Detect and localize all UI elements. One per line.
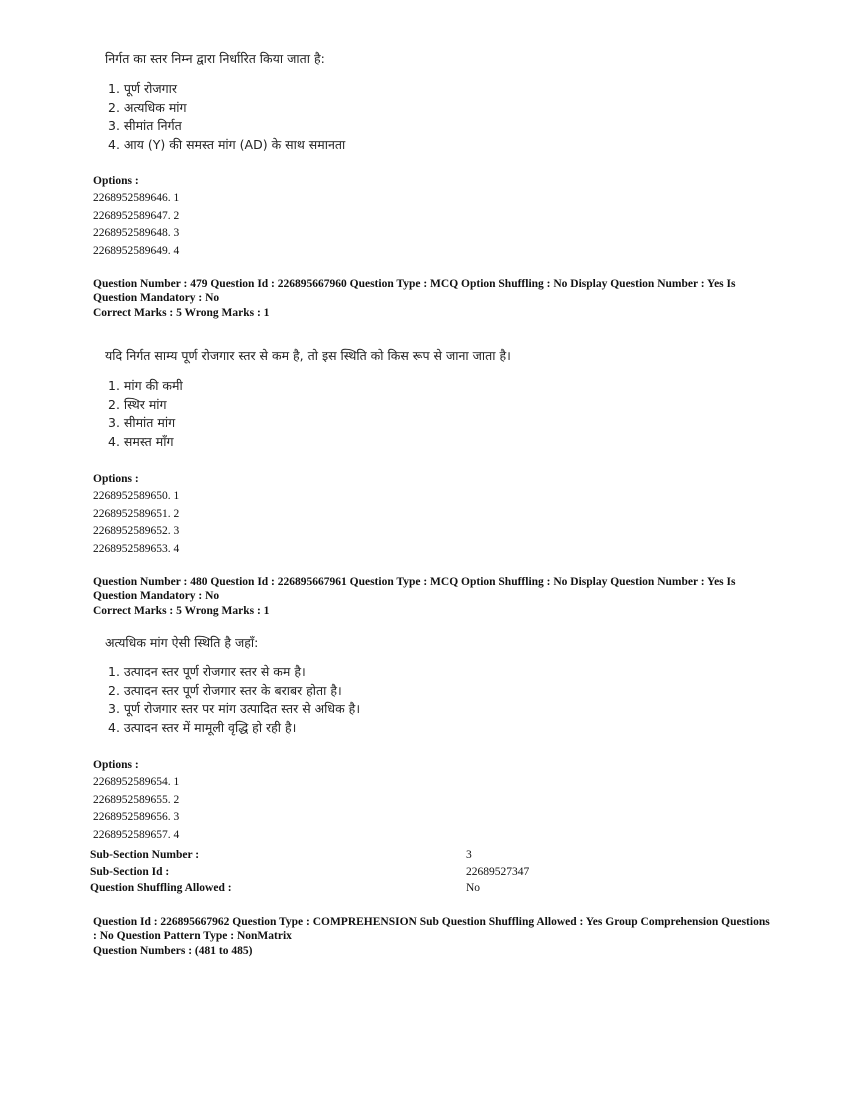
choice-item: 3. सीमांत मांग [108, 415, 176, 430]
question-479-marks: Correct Marks : 5 Wrong Marks : 1 [93, 307, 270, 319]
options-title: Options : [93, 175, 139, 187]
question-479-stem: यदि निर्गत साम्य पूर्ण रोजगार स्तर से कम है, तो इस स्थिति को किस रूप से जाना जाता है। [105, 348, 511, 363]
choice-item: 2. अत्यधिक मांग [108, 99, 187, 115]
question-shuffling-row [90, 880, 650, 897]
options-title: Options : [93, 759, 139, 771]
question-shuffling-label: Question Shuffling Allowed : [90, 882, 232, 894]
question-480-marks: Correct Marks : 5 Wrong Marks : 1 [93, 605, 270, 617]
question-479-meta: Question Number : 479 Question Id : 226895667960 Question Type : MCQ Option Shuffling : No Display Question Number : Yes Is Question Mandatory : No [93, 278, 736, 304]
subsection-id-row [90, 864, 650, 881]
subsection-number-label: Sub-Section Number : [90, 849, 200, 861]
question-480-meta: Question Number : 480 Question Id : 226895667961 Question Type : MCQ Option Shuffling : No Display Question Number : Yes Is Question Mandatory : No [93, 576, 736, 602]
choice-item: 3. सीमांत निर्गत [108, 118, 182, 133]
choice-item: 4. समस्त माँग [108, 433, 174, 449]
choice-item: 1. उत्पादन स्तर पूर्ण रोजगार स्तर से कम है। [108, 664, 306, 679]
choice-item: 3. पूर्ण रोजगार स्तर पर मांग उत्पादित स्तर से अधिक है। [108, 701, 361, 716]
option-id-row: 2268952589655. 2 [93, 793, 180, 806]
options-title: Options : [93, 473, 139, 485]
option-id-row: 2268952589656. 3 [93, 811, 180, 823]
option-id-row: 2268952589650. 1 [93, 490, 180, 502]
option-id-row: 2268952589648. 3 [93, 227, 180, 239]
question-479-choices [108, 377, 183, 451]
subsection-id-value: 22689527347 [466, 865, 530, 878]
option-id-row: 2268952589654. 1 [93, 776, 180, 788]
option-id-row: 2268952589649. 4 [93, 244, 180, 257]
choice-item: 4. आय (Y) की समस्त मांग (AD) के साथ समानता [108, 136, 346, 152]
option-id-row: 2268952589653. 4 [93, 542, 180, 555]
comprehension-meta: Question Id : 226895667962 Question Type : COMPREHENSION Sub Question Shuffling Allowed : Yes Group Comprehension Questions : No Question Pattern Type : NonMatrix [93, 916, 770, 942]
choice-item: 2. उत्पादन स्तर पूर्ण रोजगार स्तर के बराबर होता है। [108, 682, 342, 698]
question-478-choices [108, 80, 345, 154]
choice-item: 1. पूर्ण रोजगार [108, 81, 178, 96]
subsection-number-value: 3 [466, 849, 472, 861]
question-478-stem: निर्गत का स्तर निम्न द्वारा निर्धारित किया जाता है: [105, 51, 325, 66]
choice-item: 2. स्थिर मांग [108, 396, 167, 412]
question-shuffling-value: No [466, 882, 481, 894]
subsection-id-label: Sub-Section Id : [90, 865, 170, 878]
subsection-number-row [90, 847, 650, 864]
option-id-row: 2268952589657. 4 [93, 828, 180, 841]
question-480-choices [108, 663, 360, 737]
question-480-options [93, 757, 179, 844]
question-479-options [93, 471, 179, 558]
option-id-row: 2268952589652. 3 [93, 525, 180, 537]
option-id-row: 2268952589647. 2 [93, 209, 180, 222]
question-480-stem: अत्यधिक मांग ऐसी स्थिति है जहाँ: [105, 635, 259, 650]
question-478-options [93, 173, 179, 260]
choice-item: 1. मांग की कमी [108, 378, 183, 393]
subsection-info [90, 847, 650, 897]
choice-item: 4. उत्पादन स्तर में मामूली वृद्धि हो रही है। [108, 719, 297, 735]
comprehension-question-numbers: Question Numbers : (481 to 485) [93, 945, 253, 957]
option-id-row: 2268952589646. 1 [93, 192, 180, 204]
option-id-row: 2268952589651. 2 [93, 507, 180, 520]
